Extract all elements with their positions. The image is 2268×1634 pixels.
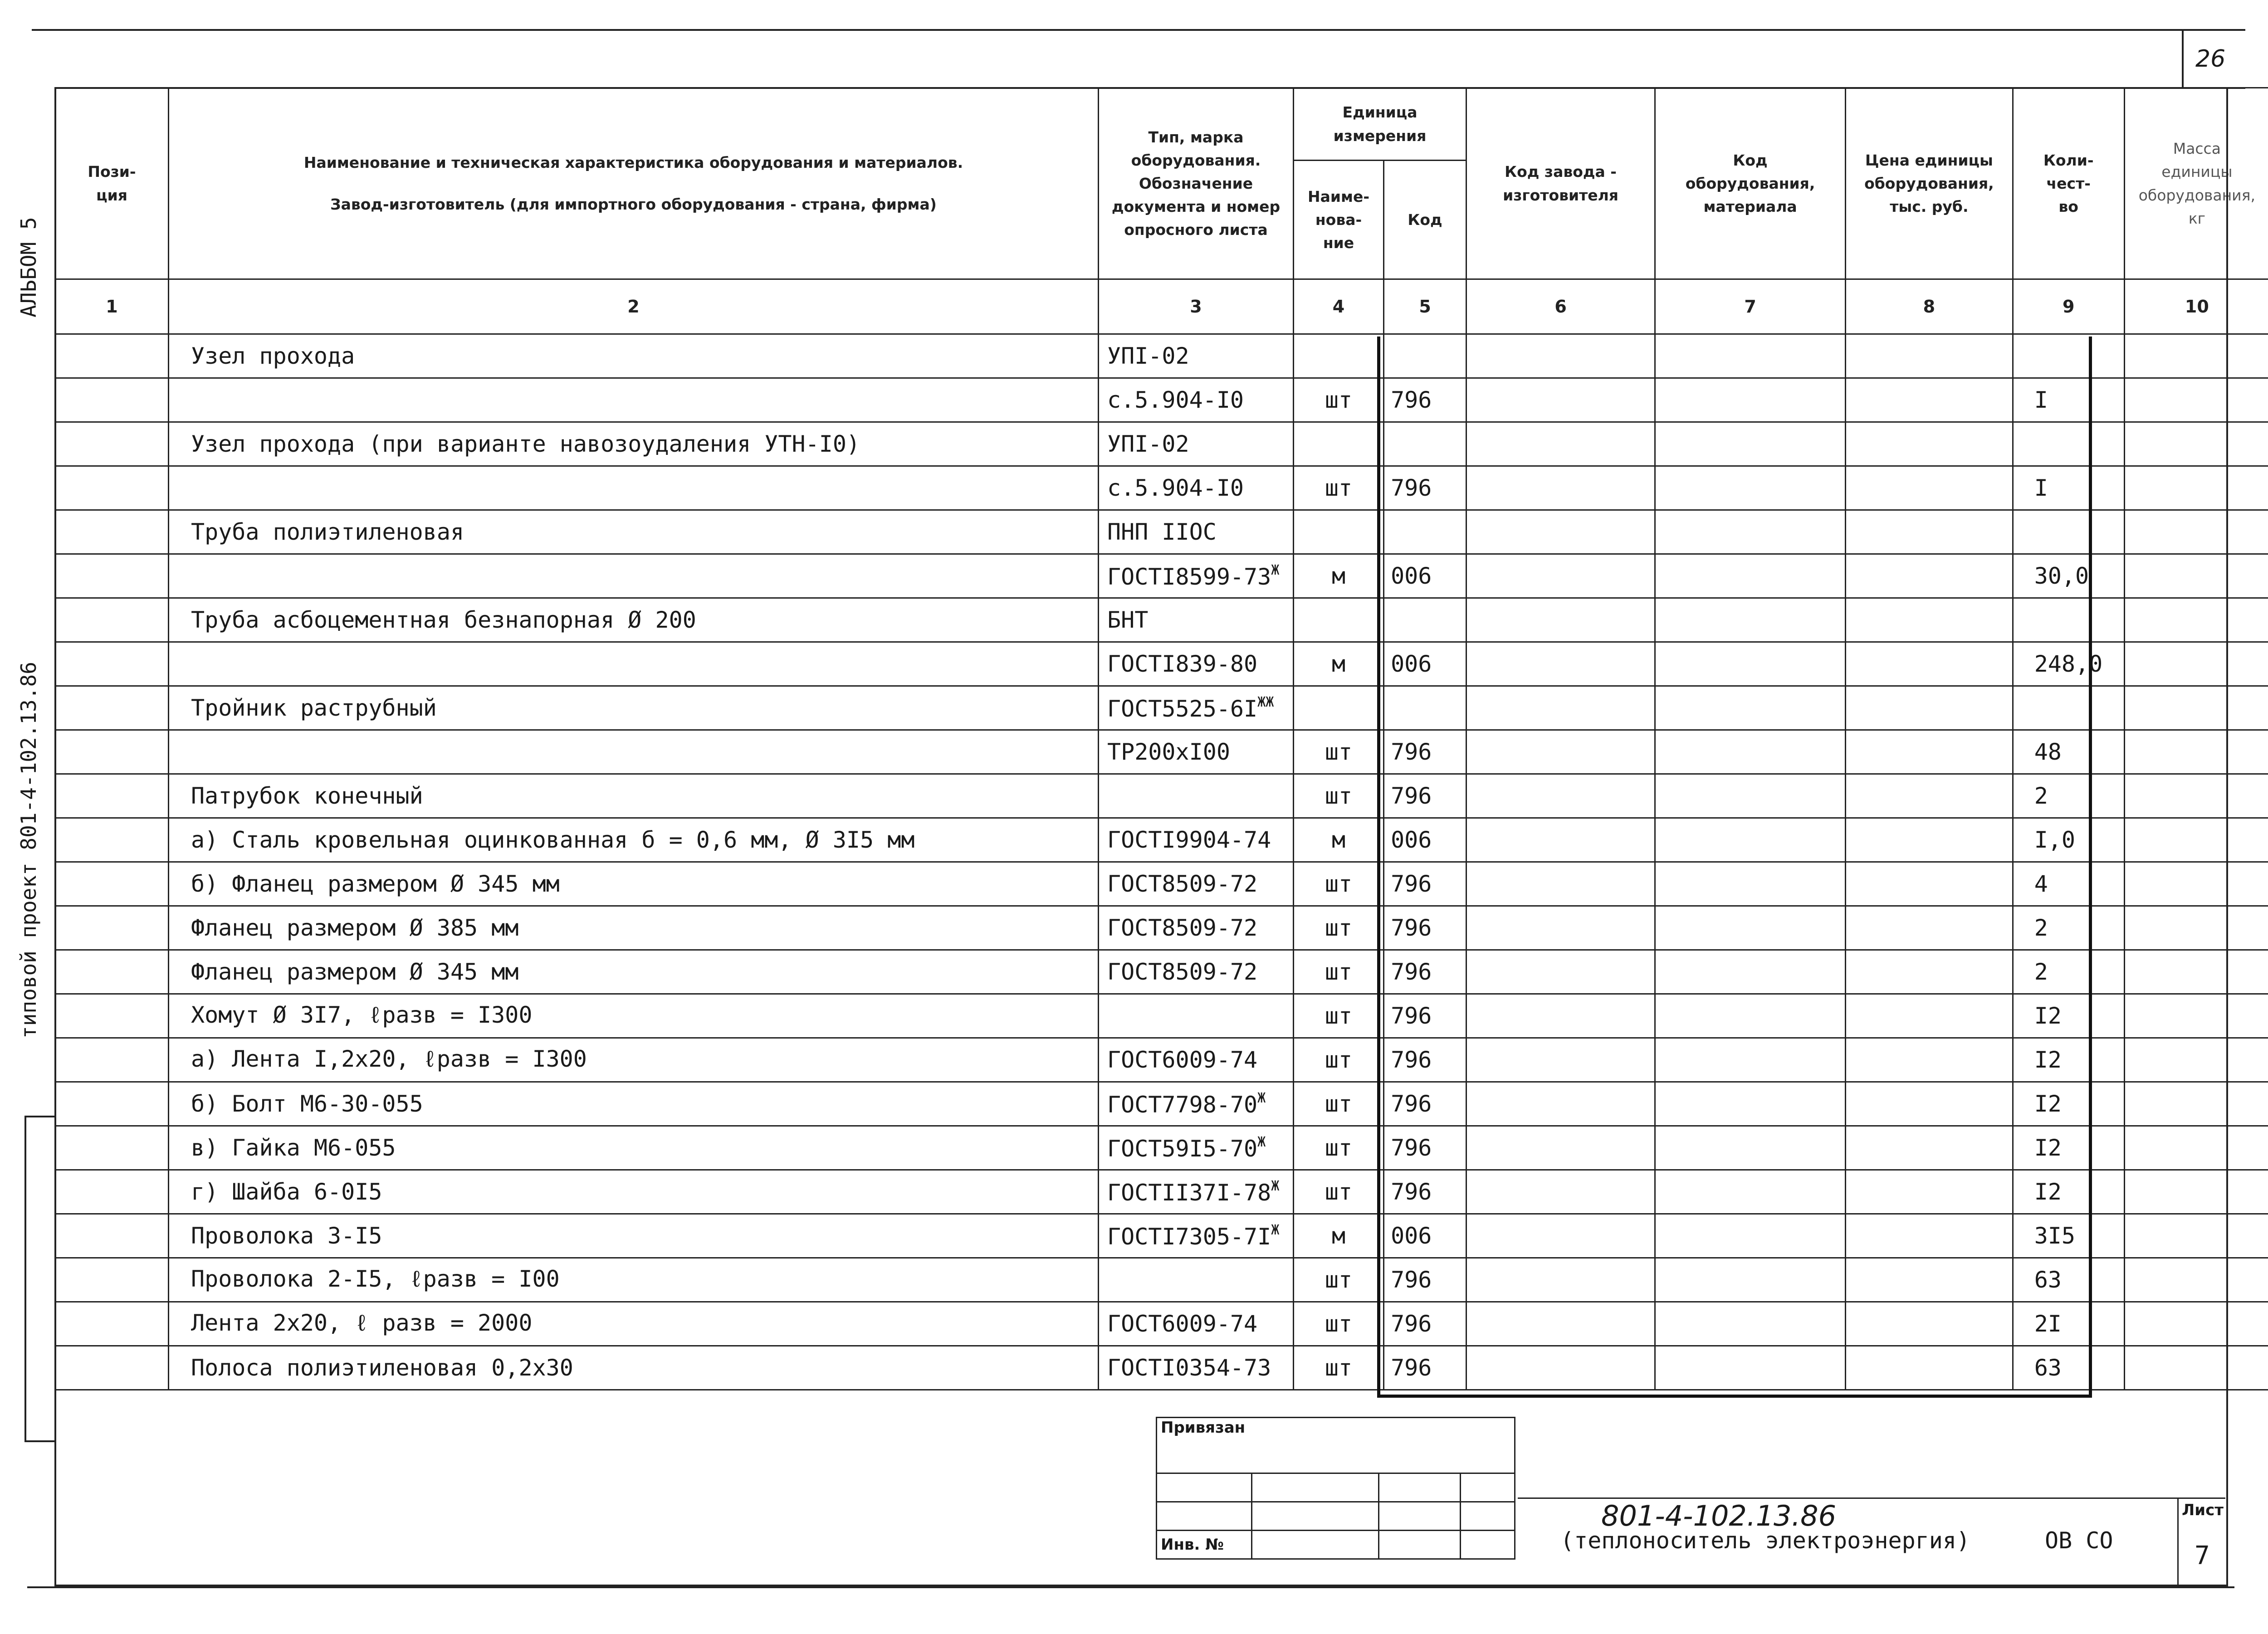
unit-name-text: шт [1325,959,1353,985]
document-subtitle: (теплоноситель электроэнергия) [1560,1527,1970,1554]
header-num-5: 5 [1384,279,1466,334]
unit-name-cell [1294,1302,1384,1346]
unit-code-text: 796 [1391,1003,1432,1029]
header-price: Цена единицы оборудования, тыс. руб. [1846,88,2013,279]
name-text: в) Гайка М6-055 [191,1135,396,1161]
mass-cell [2124,422,2268,466]
position-cell [55,1302,169,1346]
unit-code-text: 006 [1391,1223,1432,1249]
name-text: Узел прохода (при варианте навозоудаления УТН-I0) [191,431,860,457]
mass-cell [2124,818,2268,862]
unit-code-text: 796 [1391,1091,1432,1117]
side-project-label: типовой проект 801-4-102.13.86 [16,662,41,1039]
type-text: с.5.904-I0 [1107,387,1244,413]
unit-name-text: шт [1325,1047,1353,1073]
type-cell [1099,1302,1294,1346]
unit-name-cell [1294,1082,1384,1126]
type-text: УПI-02 [1107,431,1189,457]
type-cell [1099,994,1294,1038]
header-mass: Масса единицы оборудования, кг [2124,88,2268,279]
stamp-cell [1461,1502,1515,1531]
tied-label: Привязан [1157,1418,1515,1473]
position-cell [55,466,169,510]
unit-name-text: шт [1325,475,1353,501]
type-cell [1099,1126,1294,1170]
type-text: ГОСТ8509-72 [1107,959,1258,985]
unit-name-text: шт [1325,1179,1353,1205]
name-text: Лента 2х20, ℓ разв = 2000 [191,1310,533,1336]
name-cell [169,1170,1099,1214]
mass-cell [2124,774,2268,818]
type-text: ГОСТI0354-73 [1107,1355,1271,1381]
type-cell [1099,906,1294,950]
mass-cell [2124,1346,2268,1390]
quantity-text: 63 [2034,1267,2062,1293]
name-cell [169,1302,1099,1346]
unit-code-text: 006 [1391,827,1432,853]
type-cell [1099,818,1294,862]
unit-name-text: шт [1325,1355,1353,1381]
type-text: БНТ [1107,607,1149,633]
sheet-label: Лист [2182,1501,2224,1519]
quantity-text: I2 [2034,1135,2062,1161]
document-mark: ОВ СО [2045,1527,2113,1554]
name-cell [169,906,1099,950]
unit-name-cell [1294,818,1384,862]
stamp-cell [1461,1531,1515,1559]
name-cell [169,1214,1099,1258]
position-cell [55,994,169,1038]
name-cell [169,730,1099,774]
unit-name-cell [1294,1346,1384,1390]
name-text: Хомут Ø 3I7, ℓразв = I300 [191,1002,533,1028]
header-factory-code: Код завода - изготовителя [1466,88,1655,279]
quantity-text: 3I5 [2034,1223,2076,1249]
name-cell [169,950,1099,994]
unit-name-cell [1294,510,1384,554]
mass-cell [2124,862,2268,906]
revision-mark: Ж [1271,1178,1280,1194]
name-text: а) Сталь кровельная оцинкованная б = 0,6 мм, Ø 3I5 мм [191,827,915,853]
name-text: Труба полиэтиленовая [191,519,464,545]
type-text: ГОСТ7798-70 [1107,1091,1258,1118]
quantity-text: 48 [2034,739,2062,765]
mass-cell [2124,510,2268,554]
quantity-text: 30,0 [2034,563,2089,589]
inventory-label: Инв. № [1157,1531,1252,1559]
unit-name-cell [1294,774,1384,818]
unit-code-text: 006 [1391,563,1432,589]
position-cell [55,730,169,774]
mass-cell [2124,642,2268,686]
mass-cell [2124,950,2268,994]
type-text: ГОСТ59I5-70 [1107,1135,1258,1162]
mass-cell [2124,1126,2268,1170]
side-rule [24,1116,26,1442]
position-cell [55,554,169,598]
name-cell [169,1038,1099,1082]
type-text: ГОСТII37I-78 [1107,1179,1271,1206]
type-text: ГОСТ6009-74 [1107,1047,1258,1073]
stamp-cell [1157,1473,1252,1502]
position-cell [55,1170,169,1214]
type-cell [1099,466,1294,510]
revision-mark: Ж [1271,562,1280,578]
mass-cell [2124,334,2268,378]
type-text: ГОСТI8599-73 [1107,563,1271,590]
position-cell [55,378,169,422]
type-cell [1099,686,1294,730]
position-cell [55,862,169,906]
mass-cell [2124,466,2268,510]
header-type: Тип, марка оборудования. Обозначение документа и номер опросного листа [1099,88,1294,279]
position-cell [55,1126,169,1170]
quantity-text: 2 [2034,959,2048,985]
unit-code-text: 796 [1391,1311,1432,1337]
stamp-cell [1379,1502,1461,1531]
quantity-text: 248,0 [2034,651,2103,677]
type-cell [1099,730,1294,774]
name-text: а) Лента I,2х20, ℓразв = I300 [191,1046,587,1072]
document-code: 801-4-102.13.86 [1601,1499,1837,1532]
type-text: ГОСТ6009-74 [1107,1311,1258,1337]
type-text: ГОСТI9904-74 [1107,827,1271,853]
type-cell [1099,334,1294,378]
position-cell [55,422,169,466]
unit-name-cell [1294,554,1384,598]
header-num-7: 7 [1655,279,1846,334]
type-text: ТР200хI00 [1107,739,1230,765]
unit-name-cell [1294,1258,1384,1302]
unit-name-cell [1294,1214,1384,1258]
header-quantity: Коли-чест-во [2013,88,2124,279]
mass-cell [2124,1038,2268,1082]
position-cell [55,334,169,378]
name-cell [169,422,1099,466]
header-num-2: 2 [169,279,1099,334]
name-text: г) Шайба 6-0I5 [191,1179,382,1205]
type-text: УПI-02 [1107,343,1189,369]
position-cell [55,950,169,994]
side-rule-tick [24,1116,56,1117]
mass-cell [2124,1302,2268,1346]
header-num-3: 3 [1099,279,1294,334]
type-text: ГОСТ5525-6I [1107,695,1258,722]
mass-cell [2124,1082,2268,1126]
unit-name-text: м [1331,1223,1346,1249]
unit-code-text: 796 [1391,915,1432,941]
unit-name-cell [1294,378,1384,422]
name-cell [169,466,1099,510]
unit-code-text: 796 [1391,1355,1432,1381]
stamp-cell [1379,1473,1461,1502]
position-cell [55,510,169,554]
name-text: б) Фланец размером Ø 345 мм [191,871,560,897]
unit-name-cell [1294,1170,1384,1214]
position-cell [55,686,169,730]
stamp-cell [1252,1531,1379,1559]
revision-mark: Ж [1271,1222,1280,1238]
type-cell [1099,1082,1294,1126]
mass-cell [2124,1258,2268,1302]
type-cell [1099,554,1294,598]
stamp-cell [1379,1531,1461,1559]
page-number: 26 [2195,45,2226,73]
unit-name-text: шт [1325,1003,1353,1029]
type-cell [1099,1214,1294,1258]
stamp-cell [1252,1502,1379,1531]
header-num-8: 8 [1846,279,2013,334]
position-cell [55,774,169,818]
unit-code-text: 796 [1391,739,1432,765]
header-num-9: 9 [2013,279,2124,334]
header-num-1: 1 [55,279,169,334]
side-rule-tick [24,1440,56,1442]
position-cell [55,818,169,862]
type-text: ГОСТ8509-72 [1107,915,1258,941]
type-cell [1099,510,1294,554]
name-text: Фланец размером Ø 345 мм [191,959,519,985]
type-cell [1099,950,1294,994]
name-cell [169,774,1099,818]
name-text: Тройник раструбный [191,695,437,721]
header-position: Пози- ция [55,88,169,279]
position-cell [55,598,169,642]
name-text: Патрубок конечный [191,783,423,809]
quantity-text: I,0 [2034,827,2076,853]
position-cell [55,1346,169,1390]
name-text: Проволока 3-I5 [191,1223,382,1249]
unit-name-cell [1294,598,1384,642]
unit-code-text: 796 [1391,1179,1432,1205]
mass-cell [2124,1214,2268,1258]
quantity-text: 2 [2034,783,2048,809]
unit-name-text: м [1331,651,1346,677]
name-text: Полоса полиэтиленовая 0,2х30 [191,1355,573,1381]
name-cell [169,818,1099,862]
bottom-rule [27,1586,2234,1588]
unit-code-text: 796 [1391,959,1432,985]
unit-name-cell [1294,334,1384,378]
revision-mark: ЖЖ [1257,694,1274,710]
quantity-text: 2 [2034,915,2048,941]
unit-code-text: 796 [1391,387,1432,413]
header-unit: Единица измерения [1294,88,1466,161]
quantity-text: I2 [2034,1047,2062,1073]
header-unit-code: Код [1384,161,1466,279]
name-text: Фланец размером Ø 385 мм [191,915,519,941]
header-num-10: 10 [2124,279,2268,334]
mass-cell [2124,906,2268,950]
quantity-text: 2I [2034,1311,2062,1337]
name-text: Узел прохода [191,343,355,369]
unit-name-cell [1294,862,1384,906]
unit-name-text: шт [1325,871,1353,897]
type-text: ГОСТ8509-72 [1107,871,1258,897]
unit-name-text: шт [1325,387,1353,413]
header-name [169,88,1099,279]
quantity-text: I [2034,475,2048,501]
type-cell [1099,642,1294,686]
unit-name-cell [1294,950,1384,994]
unit-code-text: 796 [1391,871,1432,897]
unit-name-cell [1294,466,1384,510]
mass-cell [2124,686,2268,730]
unit-name-text: шт [1325,1091,1353,1117]
unit-name-text: шт [1325,783,1353,809]
side-album-label: АЛЬБОМ 5 [16,217,41,317]
name-cell [169,686,1099,730]
unit-code-text: 796 [1391,783,1432,809]
unit-code-text: 006 [1391,651,1432,677]
sheet-number: 7 [2195,1541,2210,1571]
stamp-cell [1461,1473,1515,1502]
unit-code-text: 796 [1391,1135,1432,1161]
mass-cell [2124,554,2268,598]
unit-name-cell [1294,1126,1384,1170]
tied-stamp [1156,1417,1515,1560]
name-cell [169,994,1099,1038]
quantity-text: I [2034,387,2048,413]
name-cell [169,642,1099,686]
unit-name-cell [1294,906,1384,950]
top-rule [32,29,2245,31]
unit-name-cell [1294,686,1384,730]
name-text: б) Болт М6-30-055 [191,1091,423,1117]
header-num-4: 4 [1294,279,1384,334]
type-cell [1099,422,1294,466]
name-text: Труба асбоцементная безнапорная Ø 200 [191,607,696,633]
type-text: с.5.904-I0 [1107,475,1244,501]
stamp-cell [1252,1473,1379,1502]
name-cell [169,1082,1099,1126]
name-cell [169,1126,1099,1170]
header-name-line2: Завод-изготовитель (для импортного оборудования - страна, фирма) [330,195,937,213]
mass-cell [2124,378,2268,422]
position-cell [55,642,169,686]
header-unit-name: Наиме-нова-ние [1294,161,1384,279]
position-cell [55,906,169,950]
name-cell [169,334,1099,378]
unit-name-text: шт [1325,1135,1353,1161]
type-cell [1099,774,1294,818]
type-cell [1099,1258,1294,1302]
unit-name-text: м [1331,563,1346,589]
type-cell [1099,862,1294,906]
type-text: ПНП IIОС [1107,519,1217,545]
unit-name-text: шт [1325,739,1353,765]
type-cell [1099,378,1294,422]
unit-name-text: шт [1325,1267,1353,1293]
type-cell [1099,1038,1294,1082]
revision-mark: Ж [1257,1134,1266,1150]
unit-code-text: 796 [1391,1267,1432,1293]
unit-name-cell [1294,730,1384,774]
position-cell [55,1082,169,1126]
unit-name-cell [1294,422,1384,466]
quantity-text: 63 [2034,1355,2062,1381]
unit-name-cell [1294,642,1384,686]
name-cell [169,510,1099,554]
quantity-text: I2 [2034,1091,2062,1117]
unit-name-text: шт [1325,1311,1353,1337]
mass-cell [2124,1170,2268,1214]
unit-name-cell [1294,994,1384,1038]
stamp-cell [1157,1502,1252,1531]
name-cell [169,1258,1099,1302]
type-cell [1099,1346,1294,1390]
mass-cell [2124,994,2268,1038]
unit-name-text: м [1331,827,1346,853]
unit-name-cell [1294,1038,1384,1082]
name-cell [169,378,1099,422]
unit-name-text: шт [1325,915,1353,941]
revision-mark: Ж [1257,1090,1266,1106]
type-cell [1099,598,1294,642]
highlight-frame [1377,337,2092,1398]
header-material-code: Код оборудования, материала [1655,88,1846,279]
mass-cell [2124,598,2268,642]
header-num-6: 6 [1466,279,1655,334]
header-name-line1: Наименование и техническая характеристика оборудования и материалов. [303,154,963,172]
mass-cell [2124,730,2268,774]
type-text: ГОСТI839-80 [1107,651,1258,677]
type-text: ГОСТI7305-7I [1107,1223,1271,1250]
position-cell [55,1038,169,1082]
position-cell [55,1214,169,1258]
position-cell [55,1258,169,1302]
quantity-text: I2 [2034,1003,2062,1029]
name-cell [169,554,1099,598]
type-cell [1099,1170,1294,1214]
unit-code-text: 796 [1391,1047,1432,1073]
unit-code-text: 796 [1391,475,1432,501]
quantity-text: 4 [2034,871,2048,897]
name-cell [169,1346,1099,1390]
name-cell [169,598,1099,642]
quantity-text: I2 [2034,1179,2062,1205]
name-text: Проволока 2-I5, ℓразв = I00 [191,1266,560,1292]
name-cell [169,862,1099,906]
